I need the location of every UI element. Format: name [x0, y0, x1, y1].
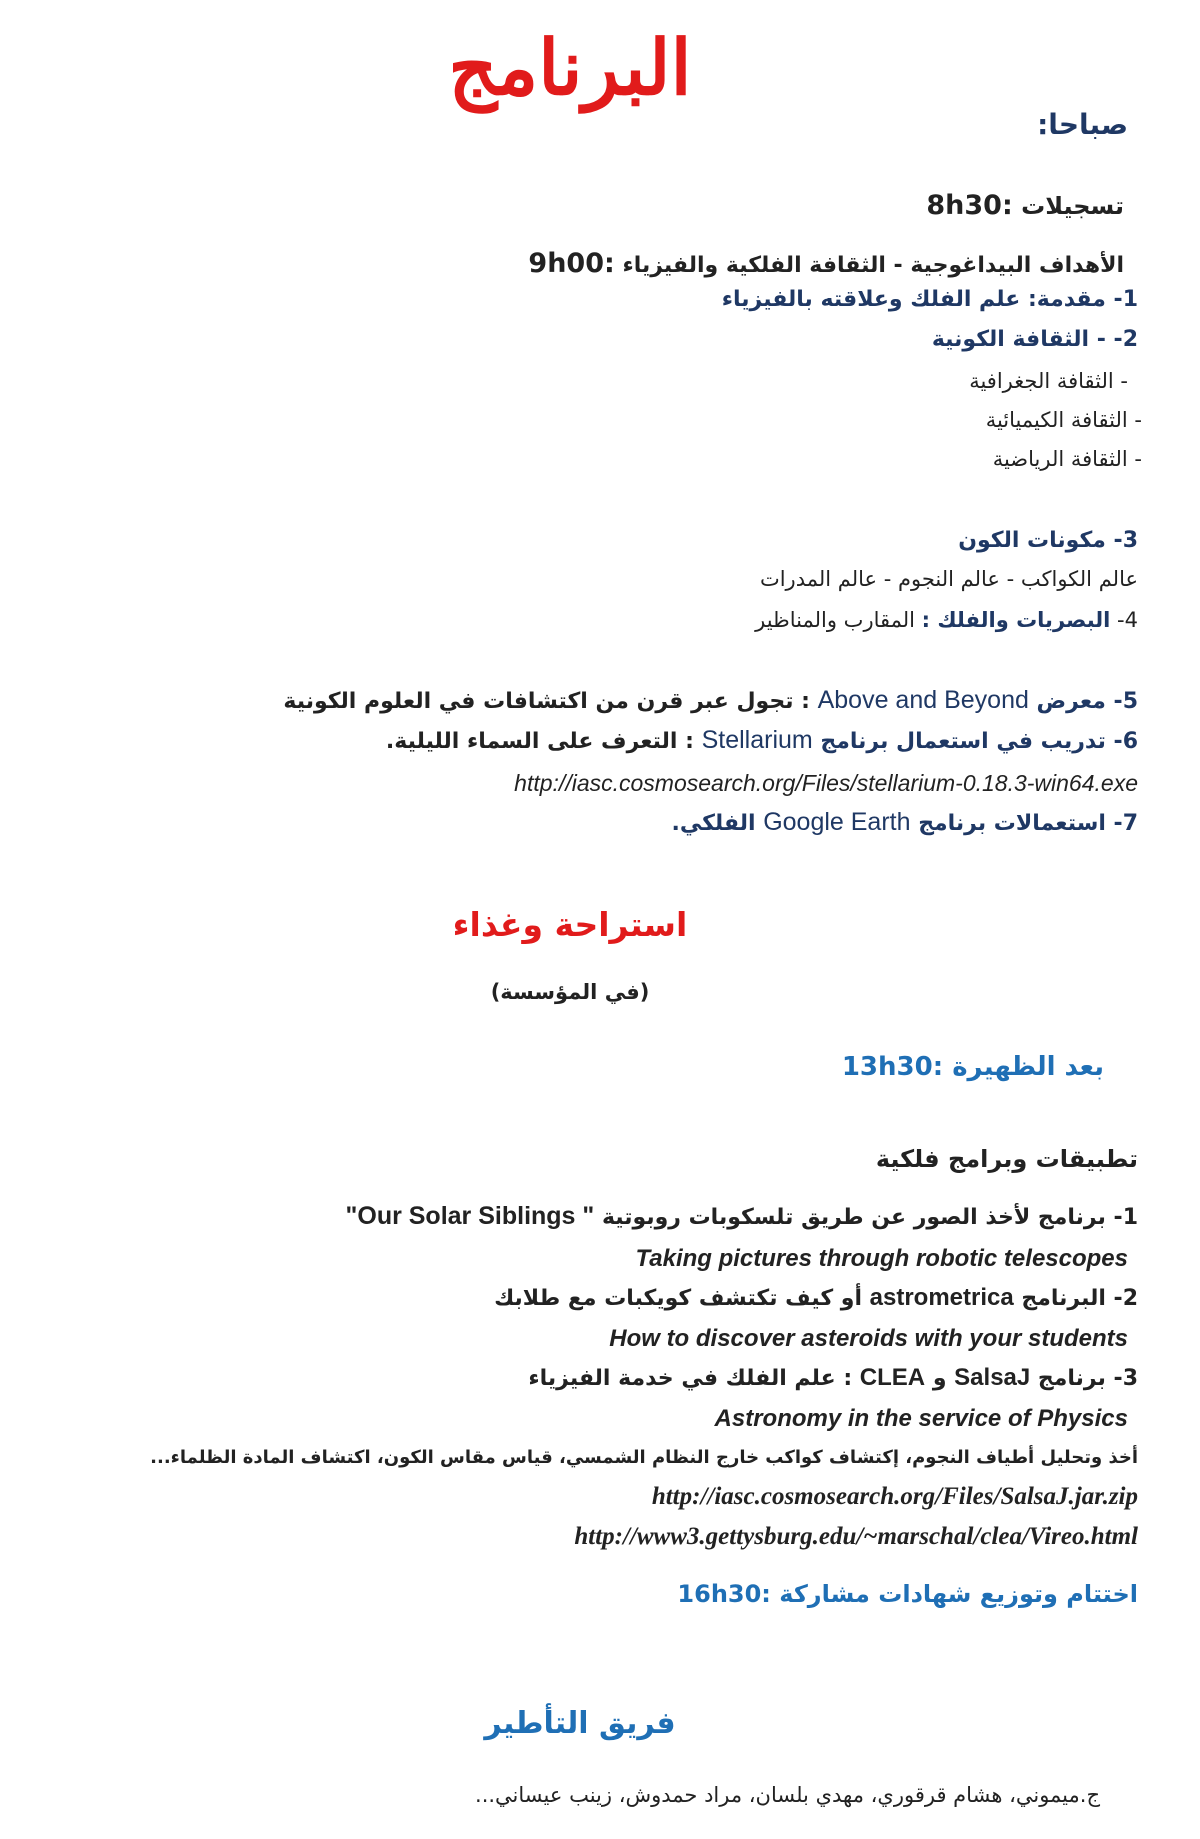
- item-7: [671, 808, 1138, 837]
- item-4-num: 4-: [1117, 608, 1138, 632]
- item-5-num: 5-: [1113, 689, 1138, 714]
- item-5-name: Above and Beyond: [817, 686, 1029, 714]
- item-2-num: 2-: [1113, 327, 1138, 352]
- page-title: البرنامج: [448, 23, 692, 112]
- item-5: [283, 686, 1138, 715]
- closing-line: [677, 1580, 1138, 1608]
- app-1-num: 1-: [1113, 1205, 1138, 1230]
- item-7-label: استعمالات برنامج: [918, 811, 1106, 836]
- app-1-english: Taking pictures through robotic telescopes: [635, 1245, 1128, 1272]
- app-3-text2: : علم الفلك في خدمة الفيزياء: [528, 1366, 853, 1391]
- app-3-num: 3-: [1113, 1366, 1138, 1391]
- app-3-name1: SalsaJ: [954, 1364, 1031, 1391]
- afternoon-time: 13h30:: [841, 1052, 944, 1082]
- app-1: [346, 1202, 1138, 1231]
- team-members: ج.ميموني، هشام قرقوري، مهدي بلسان، مراد حمدوش، زينب عيساني...: [475, 1783, 1100, 1807]
- clea-url[interactable]: http://www3.gettysburg.edu/~marschal/clea/Vireo.html: [574, 1523, 1138, 1550]
- app-3-text1: برنامج: [1037, 1366, 1106, 1391]
- app-1-name: "Our Solar Siblings ": [345, 1202, 595, 1230]
- stellarium-url[interactable]: http://iasc.cosmosearch.org/Files/stellarium-0.18.3-win64.exe: [514, 770, 1138, 796]
- item-1: [722, 287, 1138, 312]
- item-1-num: 1-: [1113, 287, 1138, 312]
- app-3-and: و: [932, 1366, 947, 1391]
- item-5-text: : تجول عبر قرن من اكتشافات في العلوم الكونية: [283, 689, 810, 714]
- team-title: فريق التأطير: [484, 1706, 676, 1741]
- item-5-label: معرض: [1036, 689, 1106, 714]
- app-2-text2: أو كيف تكتشف كويكبات مع طلابك: [494, 1286, 862, 1311]
- closing-time: 16h30:: [677, 1580, 771, 1608]
- item-2: [932, 327, 1138, 352]
- app-3-name2: CLEA: [859, 1364, 926, 1391]
- session-time: 9h00:: [528, 248, 615, 279]
- item-3: [958, 528, 1138, 553]
- item-7-name: Google Earth: [763, 808, 911, 836]
- morning-heading: صباحا:: [1037, 108, 1128, 141]
- registration-line: [926, 190, 1124, 221]
- app-2-num: 2-: [1113, 1286, 1138, 1311]
- session-line: [528, 248, 1124, 279]
- item-7-num: 7-: [1113, 811, 1138, 836]
- item-3-detail: عالم الكواكب - عالم النجوم - عالم المدرات: [759, 567, 1138, 591]
- item-2-text: - الثقافة الكونية: [931, 327, 1106, 352]
- item-1-text: مقدمة: علم الفلك وعلاقته بالفيزياء: [721, 287, 1106, 312]
- session-text: الأهداف البيداغوجية - الثقافة الفلكية والفيزياء: [622, 253, 1124, 278]
- app-2-name: astrometrica: [869, 1284, 1014, 1311]
- afternoon-text: بعد الظهيرة: [952, 1052, 1104, 1082]
- item-6-num: 6-: [1113, 729, 1138, 754]
- app-2: [494, 1284, 1138, 1312]
- app-3-detail: أخذ وتحليل أطياف النجوم، إكتشاف كواكب خارج النظام الشمسي، قياس مقاس الكون، اكتشاف المادة الظلماء...: [150, 1447, 1138, 1468]
- item-6-label: تدريب في استعمال برنامج: [820, 729, 1106, 754]
- closing-text: اختتام وتوزيع شهادات مشاركة: [779, 1580, 1138, 1608]
- break-title: استراحة وغذاء: [452, 905, 688, 944]
- app-1-text: برنامج لأخذ الصور عن طريق تلسكوبات روبوتية: [601, 1205, 1106, 1230]
- item-3-text: مكونات الكون: [958, 528, 1106, 553]
- break-note: (في المؤسسة): [490, 980, 650, 1004]
- app-2-text1: البرنامج: [1021, 1286, 1106, 1311]
- item-4-text: البصريات والفلك :: [921, 608, 1111, 632]
- sub-item-2: - الثقافة الكيميائية: [985, 408, 1142, 432]
- app-3-english: Astronomy in the service of Physics: [714, 1405, 1128, 1432]
- item-6-name: Stellarium: [701, 726, 813, 754]
- afternoon-heading: [842, 1052, 1104, 1082]
- item-6-text: : التعرف على السماء الليلية.: [385, 729, 694, 754]
- app-3: [528, 1364, 1138, 1392]
- item-7-text: الفلكي.: [671, 811, 756, 836]
- apps-title: تطبيقات وبرامج فلكية: [875, 1145, 1138, 1173]
- item-4: [755, 608, 1138, 632]
- sub-item-3: - الثقافة الرياضية: [992, 447, 1142, 471]
- item-6: [386, 726, 1138, 755]
- registration-text: تسجيلات: [1021, 192, 1124, 220]
- app-2-english: How to discover asteroids with your students: [609, 1325, 1128, 1352]
- item-4-detail: المقارب والمناظير: [755, 608, 915, 632]
- salsaj-url[interactable]: http://iasc.cosmosearch.org/Files/SalsaJ.jar.zip: [651, 1483, 1138, 1510]
- sub-item-1: - الثقافة الجغرافية: [969, 369, 1128, 393]
- registration-time: 8h30:: [926, 190, 1013, 221]
- item-3-num: 3-: [1113, 528, 1138, 553]
